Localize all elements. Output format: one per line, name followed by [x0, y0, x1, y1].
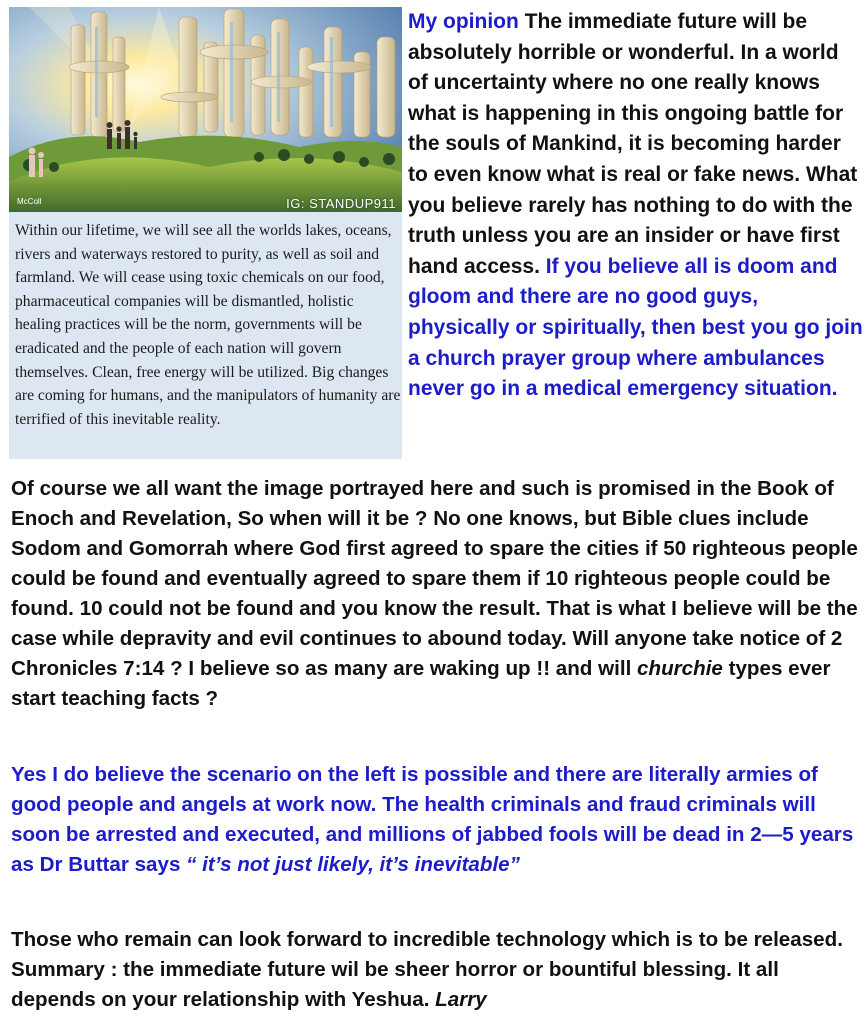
- scenario-paragraph: [11, 760, 861, 880]
- opinion-paragraph: [408, 7, 864, 405]
- poster-image: [9, 7, 402, 459]
- signature: Larry: [435, 988, 487, 1011]
- utopian-city-illustration: [9, 7, 402, 212]
- scenario-text: Yes I do believe the scenario on the left is possible and there are literally armies of good people and angels at work now. The health criminals and fraud criminals will soon be arrested and executed, and millions of jabbed fools will be dead in 2—5 years as Dr Buttar says: [11, 763, 854, 876]
- opinion-highlight: If you believe all is doom and gloom and there are no good guys, physically or spiritually, then best you go join a church prayer group where ambulances never go in a medical emergency situation.: [408, 254, 863, 401]
- watermark: IG: STANDUP911: [286, 196, 396, 211]
- enoch-paragraph: [11, 474, 861, 714]
- artist-credit: McColl: [17, 197, 42, 206]
- buttar-quote: “ it’s not just likely, it’s inevitable”: [186, 853, 520, 876]
- summary-text: Those who remain can look forward to incredible technology which is to be released. Summary : the immediate future wil be sheer horror or bountiful blessing. It all depends on your relationship with Yeshua.: [11, 928, 843, 1011]
- enoch-tail: types ever start teaching facts ?: [11, 657, 831, 710]
- opinion-text: The immediate future will be absolutely horrible or wonderful. In a world of uncertainty where no one really knows what is happening in this ongoing battle for the souls of Mankind, it is becoming harder to even know what is real or fake news. What you believe rarely has nothing to do with the truth unless you are an insider or have first hand access.: [408, 10, 858, 278]
- opinion-label: My opinion: [408, 10, 519, 33]
- summary-paragraph: [11, 925, 861, 1015]
- enoch-text: Of course we all want the image portrayed here and such is promised in the Book of Enoch and Revelation, So when will it be ? No one knows, but Bible clues include Sodom and Gomorrah where God first agreed to spare the cities if 50 righteous people could be found and eventually agreed to spare them if 10 righteous people could be found. 10 could not be found and you know the result. That is what I believe will be the case while depravity and evil continues to abound today. Will anyone take notice of 2 Chronicles 7:14 ? I believe so as many are waking up !! and will: [11, 477, 858, 680]
- poster-caption: Within our lifetime, we will see all the worlds lakes, oceans, rivers and waterways restored to purity, as well as soil and farmland. We will cease using toxic chemicals on our food, pharmaceutical companies will be dismantled, holistic healing practices will be the norm, governments will be eradicated and the people of each nation will govern themselves. Clean, free energy will be utilized. Big changes are coming for humans, and the manipulators of humanity are terrified of this inevitable reality.: [15, 222, 401, 428]
- churchie-word: churchie: [637, 657, 723, 680]
